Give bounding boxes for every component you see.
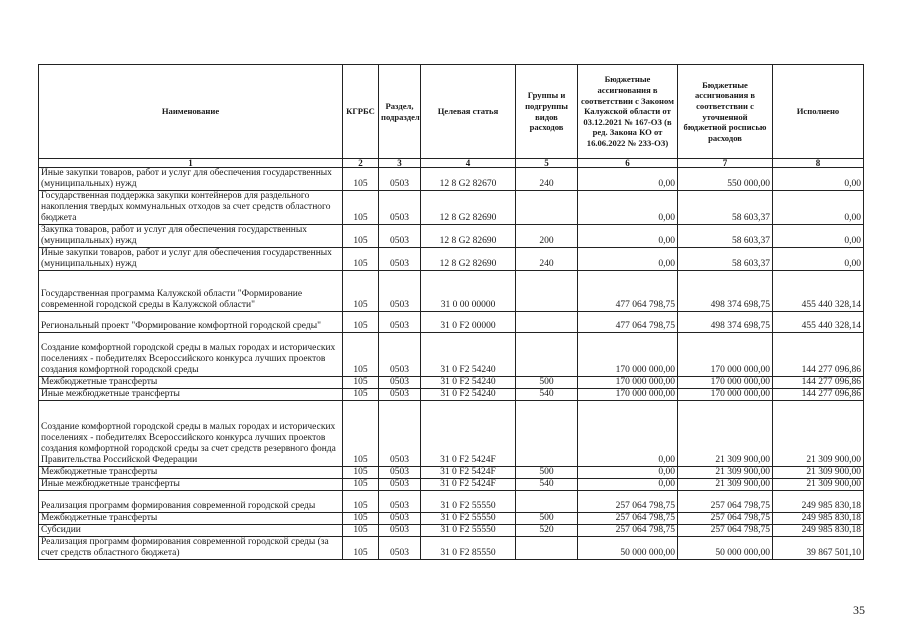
cell-name: Межбюджетные трансферты: [39, 467, 343, 479]
cell-kgrbs: 105: [343, 191, 379, 225]
cell-done: 144 277 096,86: [773, 333, 864, 377]
cell-target: 31 0 F2 54240: [421, 377, 516, 389]
cell-plan: 21 309 900,00: [678, 467, 773, 479]
cell-group: 200: [516, 225, 578, 248]
cell-kgrbs: 105: [343, 513, 379, 525]
cell-target: 31 0 F2 5424F: [421, 401, 516, 467]
cell-law: 257 064 798,75: [578, 491, 678, 513]
header-law-allocations: Бюджетные ассигнования в соответствии с Законом Калужской области от 03.12.2021 № 167-ОЗ (в ред. Закона КО от 16.06.2022 № 233-ОЗ): [578, 65, 678, 159]
cell-section: 0503: [379, 225, 421, 248]
cell-name: Создание комфортной городской среды в малых городах и исторических поселениях - победителях Всероссийского конкурса лучших проектов создания комфортной городской среды: [39, 333, 343, 377]
table-row: [39, 377, 864, 389]
cell-done: 21 309 900,00: [773, 401, 864, 467]
cell-law: 477 064 798,75: [578, 312, 678, 333]
table-row: [39, 312, 864, 333]
cell-kgrbs: 105: [343, 389, 379, 401]
cell-name: Иные закупки товаров, работ и услуг для обеспечения государственных (муниципальных) нужд: [39, 168, 343, 191]
cell-done: 455 440 328,14: [773, 271, 864, 312]
cell-section: 0503: [379, 401, 421, 467]
cell-section: 0503: [379, 479, 421, 491]
header-executed: Исполнено: [773, 65, 864, 159]
cell-kgrbs: 105: [343, 401, 379, 467]
cell-plan: 498 374 698,75: [678, 271, 773, 312]
cell-group: 540: [516, 389, 578, 401]
cell-name: Реализация программ формирования современной городской среды (за счет средств областного бюджета): [39, 537, 343, 560]
cell-law: 170 000 000,00: [578, 333, 678, 377]
cell-target: 12 8 G2 82690: [421, 191, 516, 225]
cell-target: 12 8 G2 82670: [421, 168, 516, 191]
cell-group: 500: [516, 377, 578, 389]
cell-law: 0,00: [578, 467, 678, 479]
cell-plan: 170 000 000,00: [678, 333, 773, 377]
cell-kgrbs: 105: [343, 248, 379, 271]
cell-name: Межбюджетные трансферты: [39, 513, 343, 525]
table-row: [39, 333, 864, 377]
cell-done: 39 867 501,10: [773, 537, 864, 560]
cell-target: 31 0 F2 54240: [421, 333, 516, 377]
table-row: [39, 271, 864, 312]
header-refined-allocations: Бюджетные ассигнования в соответствии с уточненной бюджетной росписью расходов: [678, 65, 773, 159]
cell-kgrbs: 105: [343, 168, 379, 191]
cell-name: Реализация программ формирования современной городской среды: [39, 491, 343, 513]
cell-name: Создание комфортной городской среды в малых городах и исторических поселениях - победителях Всероссийского конкурса лучших проектов создания комфортной городской среды за счет средств резервного фонда Правительства Российской Федерации: [39, 401, 343, 467]
header-name: Наименование: [39, 65, 343, 159]
table-row: [39, 525, 864, 537]
cell-law: 50 000 000,00: [578, 537, 678, 560]
cell-group: 520: [516, 525, 578, 537]
cell-kgrbs: 105: [343, 271, 379, 312]
cell-target: 31 0 F2 5424F: [421, 479, 516, 491]
cell-plan: 257 064 798,75: [678, 491, 773, 513]
cell-plan: 21 309 900,00: [678, 479, 773, 491]
cell-target: 12 8 G2 82690: [421, 225, 516, 248]
cell-section: 0503: [379, 271, 421, 312]
cell-law: 0,00: [578, 479, 678, 491]
cell-name: Государственная программа Калужской области "Формирование современной городской среды в Калужской области": [39, 271, 343, 312]
table-row: [39, 191, 864, 225]
column-number: 3: [379, 159, 421, 168]
column-number: 4: [421, 159, 516, 168]
cell-plan: 50 000 000,00: [678, 537, 773, 560]
header-kgrbs: КГРБС: [343, 65, 379, 159]
page-number: 35: [853, 603, 865, 617]
cell-target: 31 0 F2 54240: [421, 389, 516, 401]
cell-target: 31 0 F2 55550: [421, 513, 516, 525]
cell-name: Иные межбюджетные трансферты: [39, 479, 343, 491]
cell-section: 0503: [379, 333, 421, 377]
cell-group: 540: [516, 479, 578, 491]
cell-law: 477 064 798,75: [578, 271, 678, 312]
cell-done: 249 985 830,18: [773, 513, 864, 525]
column-number-row: [39, 159, 864, 168]
cell-section: 0503: [379, 312, 421, 333]
cell-law: 0,00: [578, 248, 678, 271]
cell-group: 240: [516, 248, 578, 271]
cell-section: 0503: [379, 168, 421, 191]
column-number: 8: [773, 159, 864, 168]
cell-section: 0503: [379, 377, 421, 389]
cell-law: 170 000 000,00: [578, 389, 678, 401]
column-number: 5: [516, 159, 578, 168]
cell-group: 500: [516, 513, 578, 525]
cell-name: Закупка товаров, работ и услуг для обеспечения государственных (муниципальных) нужд: [39, 225, 343, 248]
cell-law: 0,00: [578, 225, 678, 248]
cell-plan: 257 064 798,75: [678, 525, 773, 537]
cell-group: [516, 401, 578, 467]
cell-plan: 58 603,37: [678, 191, 773, 225]
table-row: [39, 479, 864, 491]
cell-kgrbs: 105: [343, 312, 379, 333]
cell-target: 31 0 F2 85550: [421, 537, 516, 560]
cell-target: 31 0 F2 55550: [421, 525, 516, 537]
cell-done: 0,00: [773, 168, 864, 191]
cell-kgrbs: 105: [343, 377, 379, 389]
budget-execution-table: [38, 64, 864, 560]
header-target-article: Целевая статья: [421, 65, 516, 159]
cell-section: 0503: [379, 537, 421, 560]
cell-plan: 170 000 000,00: [678, 389, 773, 401]
cell-kgrbs: 105: [343, 333, 379, 377]
column-number: 7: [678, 159, 773, 168]
cell-group: [516, 312, 578, 333]
cell-plan: 58 603,37: [678, 225, 773, 248]
cell-name: Иные закупки товаров, работ и услуг для обеспечения государственных (муниципальных) нужд: [39, 248, 343, 271]
cell-law: 0,00: [578, 191, 678, 225]
cell-group: [516, 333, 578, 377]
cell-done: 21 309 900,00: [773, 479, 864, 491]
column-number: 1: [39, 159, 343, 168]
table-row: [39, 467, 864, 479]
cell-section: 0503: [379, 191, 421, 225]
cell-kgrbs: 105: [343, 479, 379, 491]
cell-law: 257 064 798,75: [578, 513, 678, 525]
cell-done: 0,00: [773, 248, 864, 271]
cell-target: 31 0 F2 00000: [421, 312, 516, 333]
cell-plan: 498 374 698,75: [678, 312, 773, 333]
header-section: Раздел, подраздел: [379, 65, 421, 159]
cell-group: [516, 491, 578, 513]
cell-kgrbs: 105: [343, 491, 379, 513]
table-row: [39, 491, 864, 513]
table-row: [39, 401, 864, 467]
cell-plan: 550 000,00: [678, 168, 773, 191]
column-number: 2: [343, 159, 379, 168]
cell-done: 455 440 328,14: [773, 312, 864, 333]
column-number: 6: [578, 159, 678, 168]
budget-table-sheet: [38, 64, 864, 560]
cell-name: Государственная поддержка закупки контейнеров для раздельного накопления твердых коммунальных отходов за счет средств областного бюджета: [39, 191, 343, 225]
cell-done: 249 985 830,18: [773, 491, 864, 513]
cell-group: 240: [516, 168, 578, 191]
cell-target: 31 0 00 00000: [421, 271, 516, 312]
cell-kgrbs: 105: [343, 467, 379, 479]
table-row: [39, 225, 864, 248]
cell-kgrbs: 105: [343, 225, 379, 248]
table-row: [39, 168, 864, 191]
cell-name: Иные межбюджетные трансферты: [39, 389, 343, 401]
cell-law: 0,00: [578, 168, 678, 191]
cell-kgrbs: 105: [343, 525, 379, 537]
table-row: [39, 248, 864, 271]
cell-section: 0503: [379, 467, 421, 479]
cell-name: Межбюджетные трансферты: [39, 377, 343, 389]
cell-done: 144 277 096,86: [773, 377, 864, 389]
cell-done: 249 985 830,18: [773, 525, 864, 537]
cell-group: [516, 191, 578, 225]
cell-plan: 58 603,37: [678, 248, 773, 271]
cell-kgrbs: 105: [343, 537, 379, 560]
cell-law: 170 000 000,00: [578, 377, 678, 389]
cell-target: 31 0 F2 55550: [421, 491, 516, 513]
cell-target: 31 0 F2 5424F: [421, 467, 516, 479]
cell-law: 257 064 798,75: [578, 525, 678, 537]
header-row: [39, 65, 864, 159]
table-row: [39, 537, 864, 560]
header-expense-groups: Группы и подгруппы видов расходов: [516, 65, 578, 159]
cell-group: [516, 537, 578, 560]
cell-target: 12 8 G2 82690: [421, 248, 516, 271]
cell-done: 144 277 096,86: [773, 389, 864, 401]
cell-plan: 21 309 900,00: [678, 401, 773, 467]
cell-group: [516, 271, 578, 312]
cell-section: 0503: [379, 389, 421, 401]
cell-plan: 257 064 798,75: [678, 513, 773, 525]
cell-section: 0503: [379, 513, 421, 525]
cell-law: 0,00: [578, 401, 678, 467]
cell-section: 0503: [379, 525, 421, 537]
table-row: [39, 513, 864, 525]
cell-done: 21 309 900,00: [773, 467, 864, 479]
cell-name: Региональный проект "Формирование комфортной городской среды": [39, 312, 343, 333]
cell-done: 0,00: [773, 191, 864, 225]
cell-plan: 170 000 000,00: [678, 377, 773, 389]
cell-done: 0,00: [773, 225, 864, 248]
cell-section: 0503: [379, 491, 421, 513]
cell-name: Субсидии: [39, 525, 343, 537]
cell-section: 0503: [379, 248, 421, 271]
table-row: [39, 389, 864, 401]
cell-group: 500: [516, 467, 578, 479]
